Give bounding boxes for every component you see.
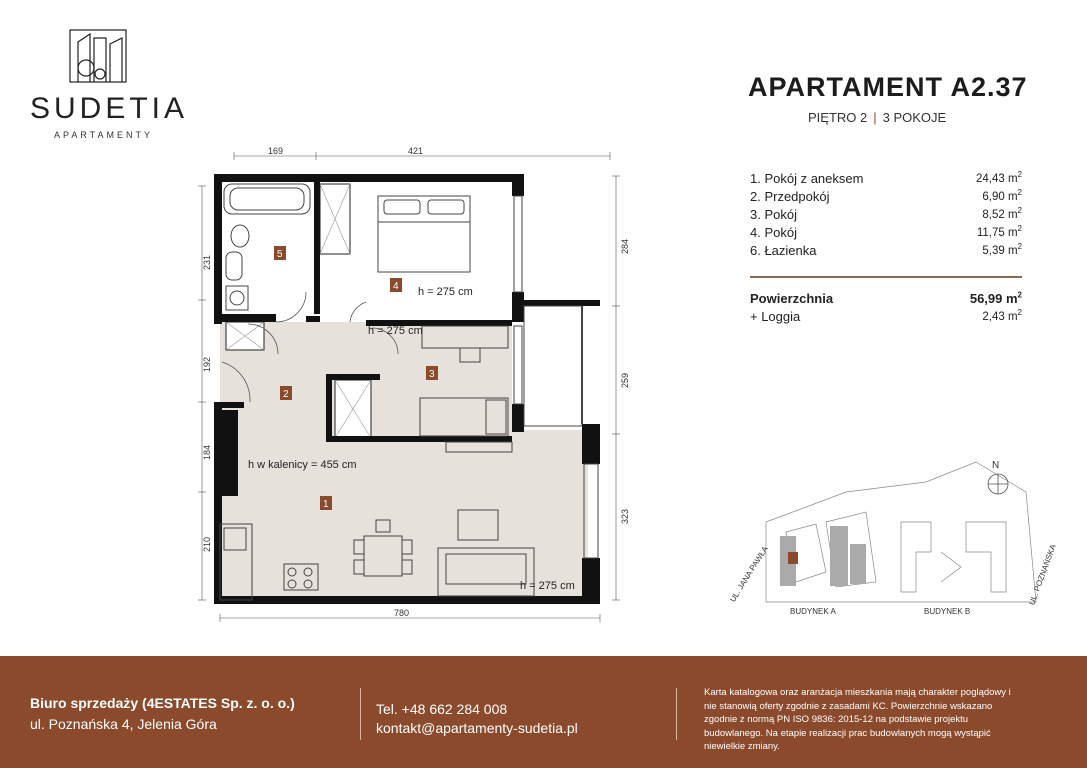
room-row [750,224,1022,242]
room-area: 11,75 $m^2$ [976,224,1022,239]
height-living: h = 275 cm [520,580,575,592]
phone-link[interactable]: Tel. +48 662 284 008 [376,701,508,717]
height-kitchen: h w kalenicy = 455 cm [248,459,357,471]
table-divider [750,276,1022,278]
room-area: 8,52 $m^2$ [982,206,1022,221]
dim-right-2: 259 [620,372,630,388]
logo-subtitle: APARTAMENTY [54,130,154,140]
floor-label: PIĘTRO 2 [808,110,868,125]
dim-left-2: 192 [202,356,212,372]
room-tag-1: 1 [323,499,329,510]
dim-top-right: 421 [408,146,424,156]
site-apartment-marker [788,552,798,564]
room-name: 2. Przedpokój [750,189,830,204]
floor-plan [190,140,630,630]
room-name: 4. Pokój [750,225,797,240]
height-room3: h = 275 cm [368,325,423,337]
site-map [726,452,1066,622]
dim-left-1: 231 [202,254,212,270]
room-tag-2: 2 [283,389,289,400]
street-right-label: UL. POZNAŃSKA [1027,543,1058,607]
apartment-title: APARTAMENT A2.37 [748,72,1028,102]
subtitle-separator: | [873,110,877,125]
room-row [750,242,1022,260]
footer [0,656,1087,768]
footer-divider [360,688,361,740]
room-area: 5,39 $m^2$ [982,242,1022,257]
room-area: 6,90 $m^2$ [982,188,1022,203]
rooms-count-label: 3 POKOJE [882,110,947,125]
apartment-subtitle [808,110,946,125]
room-name: 6. Łazienka [750,243,817,258]
building-b-label: BUDYNEK B [924,607,971,616]
loggia-value: 2,43 $m^2$ [982,308,1022,323]
street-left-label: UL. JANA PAWŁA [728,544,770,604]
footer-divider [676,688,677,740]
room-row [750,206,1022,224]
loggia-label: + Loggia [750,309,801,324]
total-surface-value: 56,99 $m^2$ [969,290,1022,306]
room-row [750,188,1022,206]
dim-bottom: 780 [394,608,410,618]
room-area: 24,43 $m^2$ [975,170,1022,185]
logo-mark-icon [66,28,130,86]
room-tag-5: 5 [277,249,283,260]
sales-office-name: Biuro sprzedaży (4ESTATES Sp. z. o. o.) [30,695,295,711]
building-a-label: BUDYNEK A [790,607,836,616]
room-row [750,170,1022,188]
north-label: N [992,460,1000,471]
dim-left-3: 184 [202,444,212,460]
loggia-row [750,308,1022,326]
room-name: 1. Pokój z aneksem [750,171,864,186]
sales-office-address: ul. Poznańska 4, Jelenia Góra [30,716,217,732]
total-surface-row [750,290,1022,308]
bathroom-floor [220,182,316,320]
room-tag-3: 3 [429,369,435,380]
logo-name: SUDETIA [30,92,189,125]
disclaimer: Karta katalogowa oraz aranżacja mieszkania mają charakter poglądowy i nie stanowią oferty zgodnie z zasadami KC. Powierzchnie wskazano zgodnie z normą PN ISO 9836: 2015-12 na podstawie projektu budowlanego. Na etapie realizacji prac budowlanych mogą wystąpić niewielkie zmiany. [704,687,1011,752]
dim-right-1: 284 [620,238,630,254]
room-name: 3. Pokój [750,207,797,222]
height-room4: h = 275 cm [418,286,473,298]
totals-block [750,290,1022,326]
dim-top-left: 169 [268,146,284,156]
room-tag-4: 4 [393,281,399,292]
email-link[interactable]: kontakt@apartamenty-sudetia.pl [376,720,578,736]
dim-right-3: 323 [620,508,630,524]
rooms-table [750,170,1022,260]
total-surface-label: Powierzchnia [750,291,834,306]
dim-left-4: 210 [202,536,212,552]
